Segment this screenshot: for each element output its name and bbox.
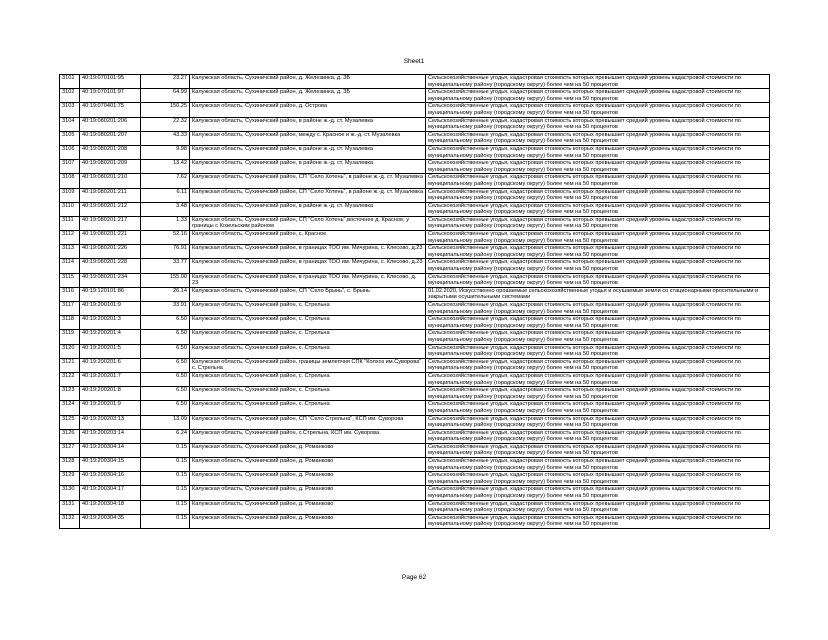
category-cell: Сельскохозяйственные угодья, кадастровая стоимость которых превышает средний уровень кадастровой стоимости по муниципальному району (городскому округу) более чем на 50 процентов — [426, 372, 770, 386]
category-cell: 01.02.2020, Искусственно орошаемые сельскохозяйственные угодья и осушаемые земли со стационарными оросительными и закрытыми осушительными системами — [426, 287, 770, 301]
category-cell: Сельскохозяйственные угодья, кадастровая стоимость которых превышает средний уровень кадастровой стоимости по муниципальному району (городскому округу) более чем на 50 процентов — [426, 458, 770, 472]
row-number-cell: 3121 — [60, 358, 80, 372]
area-cell: 13.42 — [141, 160, 190, 174]
area-cell: 150.25 — [141, 103, 190, 117]
area-cell: 0.15 — [141, 458, 190, 472]
category-cell: Сельскохозяйственные угодья, кадастровая стоимость которых превышает средний уровень кадастровой стоимости по муниципальному району (городскому округу) более чем на 50 процентов — [426, 89, 770, 103]
category-cell: Сельскохозяйственные угодья, кадастровая стоимость которых превышает средний уровень кадастровой стоимости по муниципальному району (городскому округу) более чем на 50 процентов — [426, 344, 770, 358]
table-row — [60, 344, 770, 358]
table-row — [60, 486, 770, 500]
address-cell: Калужская область, Сухиничский район, СП "Село Хотень", в районе ж.-д. ст. Музалевка — [190, 188, 426, 202]
cadastral-number-cell: 40:19:200201:6 — [80, 358, 141, 372]
row-number-cell: 3129 — [60, 472, 80, 486]
area-cell: 6.50 — [141, 387, 190, 401]
category-cell: Сельскохозяйственные угодья, кадастровая стоимость которых превышает средний уровень кадастровой стоимости по муниципальному району (городскому округу) более чем на 50 процентов — [426, 117, 770, 131]
area-cell: 6.50 — [141, 372, 190, 386]
address-cell: Калужская область, Сухиничский район, СП "Село Хотень",восточнее д. Красное, у границы с Козельским районом — [190, 216, 426, 230]
area-cell: 43.33 — [141, 131, 190, 145]
cadastral-number-cell: 40:19:080201:209 — [80, 160, 141, 174]
category-cell: Сельскохозяйственные угодья, кадастровая стоимость которых превышает средний уровень кадастровой стоимости по муниципальному району (городскому округу) более чем на 50 процентов — [426, 500, 770, 514]
category-cell: Сельскохозяйственные угодья, кадастровая стоимость которых превышает средний уровень кадастровой стоимости по муниципальному району (городскому округу) более чем на 50 процентов — [426, 429, 770, 443]
row-number-cell: 3117 — [60, 302, 80, 316]
cadastral-number-cell: 40:19:080201:221 — [80, 231, 141, 245]
address-cell: Калужская область, Сухиничский район, с. Стрельна — [190, 344, 426, 358]
row-number-cell: 3131 — [60, 500, 80, 514]
cadastral-number-cell: 40:19:200304:15 — [80, 458, 141, 472]
row-number-cell: 3116 — [60, 287, 80, 301]
sheet-title: Sheet1 — [403, 58, 425, 65]
row-number-cell: 3104 — [60, 117, 80, 131]
table-row — [60, 259, 770, 273]
table-row — [60, 458, 770, 472]
row-number-cell: 3120 — [60, 344, 80, 358]
address-cell: Калужская область, Сухиничский район, д. Романково — [190, 486, 426, 500]
category-cell: Сельскохозяйственные угодья, кадастровая стоимость которых превышает средний уровень кадастровой стоимости по муниципальному району (городскому округу) более чем на 50 процентов — [426, 472, 770, 486]
area-cell: 6.50 — [141, 358, 190, 372]
row-number-cell: 3101 — [60, 75, 80, 89]
row-number-cell: 3112 — [60, 231, 80, 245]
area-cell: 6.50 — [141, 401, 190, 415]
area-cell: 33.91 — [141, 302, 190, 316]
cadastral-number-cell: 40:19:200304:16 — [80, 472, 141, 486]
category-cell: Сельскохозяйственные угодья, кадастровая стоимость которых превышает средний уровень кадастровой стоимости по муниципальному району (городскому округу) более чем на 50 процентов — [426, 174, 770, 188]
area-cell: 0.15 — [141, 500, 190, 514]
address-cell: Калужская область, Сухиничский район, с. Стрельна — [190, 302, 426, 316]
table-row — [60, 472, 770, 486]
address-cell: Калужская область, Сухиничский район, с. Красное — [190, 231, 426, 245]
address-cell: Калужская область, Сухиничский район, с. Стрельна — [190, 316, 426, 330]
address-cell: Калужская область, Сухиничский район, в границах ТОО им. Мичурина, с. Клесово, д. 23 — [190, 273, 426, 287]
row-number-cell: 3113 — [60, 245, 80, 259]
area-cell: 22.32 — [141, 117, 190, 131]
category-cell: Сельскохозяйственные угодья, кадастровая стоимость которых превышает средний уровень кадастровой стоимости по муниципальному району (городскому округу) более чем на 50 процентов — [426, 316, 770, 330]
row-number-cell: 3111 — [60, 216, 80, 230]
address-cell: Калужская область, Сухиничский район, СП "Село Хотень", в районе ж.-д. ст. Музалевка — [190, 174, 426, 188]
address-cell: Калужская область, Сухиничский район, д. Романково — [190, 443, 426, 457]
table-row — [60, 287, 770, 301]
cadastral-number-cell: 40:19:120101:86 — [80, 287, 141, 301]
category-cell: Сельскохозяйственные угодья, кадастровая стоимость которых превышает средний уровень кадастровой стоимости по муниципальному району (городскому округу) более чем на 50 процентов — [426, 259, 770, 273]
area-cell: 13.09 — [141, 415, 190, 429]
row-number-cell: 3123 — [60, 387, 80, 401]
row-number-cell: 3125 — [60, 415, 80, 429]
table-row — [60, 174, 770, 188]
category-cell: Сельскохозяйственные угодья, кадастровая стоимость которых превышает средний уровень кадастровой стоимости по муниципальному району (городскому округу) более чем на 50 процентов — [426, 131, 770, 145]
address-cell: Калужская область, Сухиничский район, д. Железинка, д. 3Б — [190, 89, 426, 103]
row-number-cell: 3102 — [60, 89, 80, 103]
table-row — [60, 358, 770, 372]
cadastral-number-cell: 40:19:200201:8 — [80, 387, 141, 401]
area-cell: 52.16 — [141, 231, 190, 245]
category-cell: Сельскохозяйственные угодья, кадастровая стоимость которых превышает средний уровень кадастровой стоимости по муниципальному району (городскому округу) более чем на 50 процентов — [426, 401, 770, 415]
category-cell: Сельскохозяйственные угодья, кадастровая стоимость которых превышает средний уровень кадастровой стоимости по муниципальному району (городскому округу) более чем на 50 процентов — [426, 75, 770, 89]
row-number-cell: 3124 — [60, 401, 80, 415]
row-number-cell: 3122 — [60, 372, 80, 386]
table-row — [60, 273, 770, 287]
cadastral-number-cell: 40:19:070101:95 — [80, 75, 141, 89]
address-cell: Калужская область, Сухиничский район, в районе ж.-д. ст. Музалевка — [190, 145, 426, 159]
address-cell: Калужская область, Сухиничский район, с. Стрельна — [190, 372, 426, 386]
table-row — [60, 216, 770, 230]
address-cell: Калужская область, Сухиничский район, д. Романково — [190, 458, 426, 472]
row-number-cell: 3127 — [60, 443, 80, 457]
category-cell: Сельскохозяйственные угодья, кадастровая стоимость которых превышает средний уровень кадастровой стоимости по муниципальному району (городскому округу) более чем на 50 процентов — [426, 160, 770, 174]
area-cell: 7.62 — [141, 174, 190, 188]
category-cell: Сельскохозяйственные угодья, кадастровая стоимость которых превышает средний уровень кадастровой стоимости по муниципальному району (городскому округу) более чем на 50 процентов — [426, 486, 770, 500]
address-cell: Калужская область, Сухиничский район, д. Романково — [190, 514, 426, 528]
area-cell: 1.33 — [141, 216, 190, 230]
row-number-cell: 3110 — [60, 202, 80, 216]
address-cell: Калужская область, Сухиничский район, с. Стрельна — [190, 401, 426, 415]
category-cell: Сельскохозяйственные угодья, кадастровая стоимость которых превышает средний уровень кадастровой стоимости по муниципальному району (городскому округу) более чем на 50 процентов — [426, 358, 770, 372]
row-number-cell: 3106 — [60, 145, 80, 159]
address-cell: Калужская область, Сухиничский район, в районе ж.-д. ст. Музалевка — [190, 160, 426, 174]
cadastral-number-cell: 40:19:200304:35 — [80, 514, 141, 528]
area-cell: 155.00 — [141, 273, 190, 287]
table-row — [60, 443, 770, 457]
area-cell: 0.15 — [141, 486, 190, 500]
address-cell: Калужская область, Сухиничский район, СП "Село Брынь", с. Брынь — [190, 287, 426, 301]
cadastral-number-cell: 40:19:080201:210 — [80, 174, 141, 188]
row-number-cell: 3126 — [60, 429, 80, 443]
area-cell: 23.27 — [141, 75, 190, 89]
cadastral-number-cell: 40:19:080201:234 — [80, 273, 141, 287]
address-cell: Калужская область, Сухиничский район, в районе ж.-д. ст. Музалевка — [190, 117, 426, 131]
category-cell: Сельскохозяйственные угодья, кадастровая стоимость которых превышает средний уровень кадастровой стоимости по муниципальному району (городскому округу) более чем на 50 процентов — [426, 103, 770, 117]
address-cell: Калужская область, Сухиничский район, в границах ТОО им. Мичурина, с. Клесово, д.23 — [190, 245, 426, 259]
row-number-cell: 3118 — [60, 316, 80, 330]
land-plots-table — [59, 74, 770, 529]
area-cell: 6.50 — [141, 344, 190, 358]
row-number-cell: 3119 — [60, 330, 80, 344]
cadastral-number-cell: 40:19:080201:217 — [80, 216, 141, 230]
address-cell: Калужская область, Сухиничский район, с. Стрельна — [190, 330, 426, 344]
area-cell: 6.50 — [141, 330, 190, 344]
category-cell: Сельскохозяйственные угодья, кадастровая стоимость которых превышает средний уровень кадастровой стоимости по муниципальному району (городскому округу) более чем на 50 процентов — [426, 245, 770, 259]
cadastral-number-cell: 40:19:200101:9 — [80, 302, 141, 316]
area-cell: 6.11 — [141, 188, 190, 202]
table-row — [60, 330, 770, 344]
table-row — [60, 316, 770, 330]
area-cell: 76.91 — [141, 245, 190, 259]
cadastral-number-cell: 40:19:200304:18 — [80, 500, 141, 514]
area-cell: 0.15 — [141, 514, 190, 528]
category-cell: Сельскохозяйственные угодья, кадастровая стоимость которых превышает средний уровень кадастровой стоимости по муниципальному району (городскому округу) более чем на 50 процентов — [426, 514, 770, 528]
row-number-cell: 3107 — [60, 160, 80, 174]
cadastral-number-cell: 40:19:070101:97 — [80, 89, 141, 103]
cadastral-number-cell: 40:19:200201:7 — [80, 372, 141, 386]
table-row — [60, 372, 770, 386]
table-row — [60, 145, 770, 159]
area-cell: 64.99 — [141, 89, 190, 103]
cadastral-number-cell: 40:19:200201:5 — [80, 344, 141, 358]
category-cell: Сельскохозяйственные угодья, кадастровая стоимость которых превышает средний уровень кадастровой стоимости по муниципальному району (городскому округу) более чем на 50 процентов — [426, 231, 770, 245]
area-cell: 3.48 — [141, 202, 190, 216]
row-number-cell: 3115 — [60, 273, 80, 287]
table-row — [60, 202, 770, 216]
table-row — [60, 75, 770, 89]
address-cell: Калужская область, Сухиничский район, д. Железинка, д. 3Б — [190, 75, 426, 89]
area-cell: 0.15 — [141, 443, 190, 457]
category-cell: Сельскохозяйственные угодья, кадастровая стоимость которых превышает средний уровень кадастровой стоимости по муниципальному району (городскому округу) более чем на 50 процентов — [426, 273, 770, 287]
cadastral-number-cell: 40:19:080201:228 — [80, 259, 141, 273]
table-row — [60, 89, 770, 103]
cadastral-number-cell: 40:19:200304:14 — [80, 443, 141, 457]
cadastral-number-cell: 40:19:080201:211 — [80, 188, 141, 202]
category-cell: Сельскохозяйственные угодья, кадастровая стоимость которых превышает средний уровень кадастровой стоимости по муниципальному району (городскому округу) более чем на 50 процентов — [426, 188, 770, 202]
area-cell: 9.98 — [141, 145, 190, 159]
table-row — [60, 160, 770, 174]
cadastral-number-cell: 40:19:070401:75 — [80, 103, 141, 117]
cadastral-number-cell: 40:19:080201:212 — [80, 202, 141, 216]
category-cell: Сельскохозяйственные угодья, кадастровая стоимость которых превышает средний уровень кадастровой стоимости по муниципальному району (городскому округу) более чем на 50 процентов — [426, 415, 770, 429]
category-cell: Сельскохозяйственные угодья, кадастровая стоимость которых превышает средний уровень кадастровой стоимости по муниципальному району (городскому округу) более чем на 50 процентов — [426, 145, 770, 159]
cadastral-number-cell: 40:19:200203:14 — [80, 429, 141, 443]
address-cell: Калужская область, Сухиничский район, с.Стрельна, КСП им. Суворова. — [190, 429, 426, 443]
table-row — [60, 188, 770, 202]
address-cell: Калужская область, Сухиничский район, д. Романково — [190, 500, 426, 514]
cadastral-number-cell: 40:19:080201:208 — [80, 145, 141, 159]
cadastral-number-cell: 40:19:200304:17 — [80, 486, 141, 500]
address-cell: Калужская область, Сухиничский район, в границах ТОО им. Мичурина, с. Клесово, д.23 — [190, 259, 426, 273]
cadastral-number-cell: 40:19:080201:206 — [80, 117, 141, 131]
address-cell: Калужская область, Сухиничский район, границы землепчня СПК "Колхоз им.Суворова", с. Стрельна — [190, 358, 426, 372]
cadastral-number-cell: 40:19:200201:9 — [80, 401, 141, 415]
cadastral-number-cell: 40:19:080201:207 — [80, 131, 141, 145]
row-number-cell: 3109 — [60, 188, 80, 202]
row-number-cell: 3105 — [60, 131, 80, 145]
category-cell: Сельскохозяйственные угодья, кадастровая стоимость которых превышает средний уровень кадастровой стоимости по муниципальному району (городскому округу) более чем на 50 процентов — [426, 330, 770, 344]
area-cell: 6.50 — [141, 316, 190, 330]
row-number-cell: 3128 — [60, 458, 80, 472]
table-row — [60, 415, 770, 429]
row-number-cell: 3103 — [60, 103, 80, 117]
table-row — [60, 429, 770, 443]
area-cell: 6.24 — [141, 429, 190, 443]
address-cell: Калужская область, Сухиничский район, д. Романково — [190, 472, 426, 486]
table-row — [60, 231, 770, 245]
category-cell: Сельскохозяйственные угодья, кадастровая стоимость которых превышает средний уровень кадастровой стоимости по муниципальному району (городскому округу) более чем на 50 процентов — [426, 216, 770, 230]
address-cell: Калужская область, Сухиничский район, СП "Село Стрельна", КСП им. Суворова — [190, 415, 426, 429]
category-cell: Сельскохозяйственные угодья, кадастровая стоимость которых превышает средний уровень кадастровой стоимости по муниципальному району (городскому округу) более чем на 50 процентов — [426, 302, 770, 316]
category-cell: Сельскохозяйственные угодья, кадастровая стоимость которых превышает средний уровень кадастровой стоимости по муниципальному району (городскому округу) более чем на 50 процентов — [426, 202, 770, 216]
table-row — [60, 401, 770, 415]
area-cell: 0.15 — [141, 472, 190, 486]
table-row — [60, 500, 770, 514]
row-number-cell: 3130 — [60, 486, 80, 500]
row-number-cell: 3108 — [60, 174, 80, 188]
table-row — [60, 302, 770, 316]
table-row — [60, 131, 770, 145]
cadastral-number-cell: 40:19:200203:13 — [80, 415, 141, 429]
category-cell: Сельскохозяйственные угодья, кадастровая стоимость которых превышает средний уровень кадастровой стоимости по муниципальному району (городскому округу) более чем на 50 процентов — [426, 387, 770, 401]
area-cell: 33.77 — [141, 259, 190, 273]
cadastral-number-cell: 40:19:200201:4 — [80, 330, 141, 344]
address-cell: Калужская область, Сухиничский район, в районе ж.-д. ст. Музалевка — [190, 202, 426, 216]
table-row — [60, 117, 770, 131]
table-body — [60, 75, 770, 529]
row-number-cell: 3132 — [60, 514, 80, 528]
address-cell: Калужская область, Сухиничский район, между с. Красное и ж.-д. ст. Музалевка — [190, 131, 426, 145]
page-number: Page 62 — [401, 574, 427, 581]
address-cell: Калужская область, Сухиничский район, д. Острова — [190, 103, 426, 117]
table-row — [60, 514, 770, 528]
row-number-cell: 3114 — [60, 259, 80, 273]
category-cell: Сельскохозяйственные угодья, кадастровая стоимость которых превышает средний уровень кадастровой стоимости по муниципальному району (городскому округу) более чем на 50 процентов — [426, 443, 770, 457]
area-cell: 26.14 — [141, 287, 190, 301]
table-row — [60, 387, 770, 401]
table-row — [60, 103, 770, 117]
address-cell: Калужская область, Сухиничский район, с. Стрельна — [190, 387, 426, 401]
cadastral-number-cell: 40:19:200201:3 — [80, 316, 141, 330]
table-row — [60, 245, 770, 259]
cadastral-number-cell: 40:19:080201:226 — [80, 245, 141, 259]
